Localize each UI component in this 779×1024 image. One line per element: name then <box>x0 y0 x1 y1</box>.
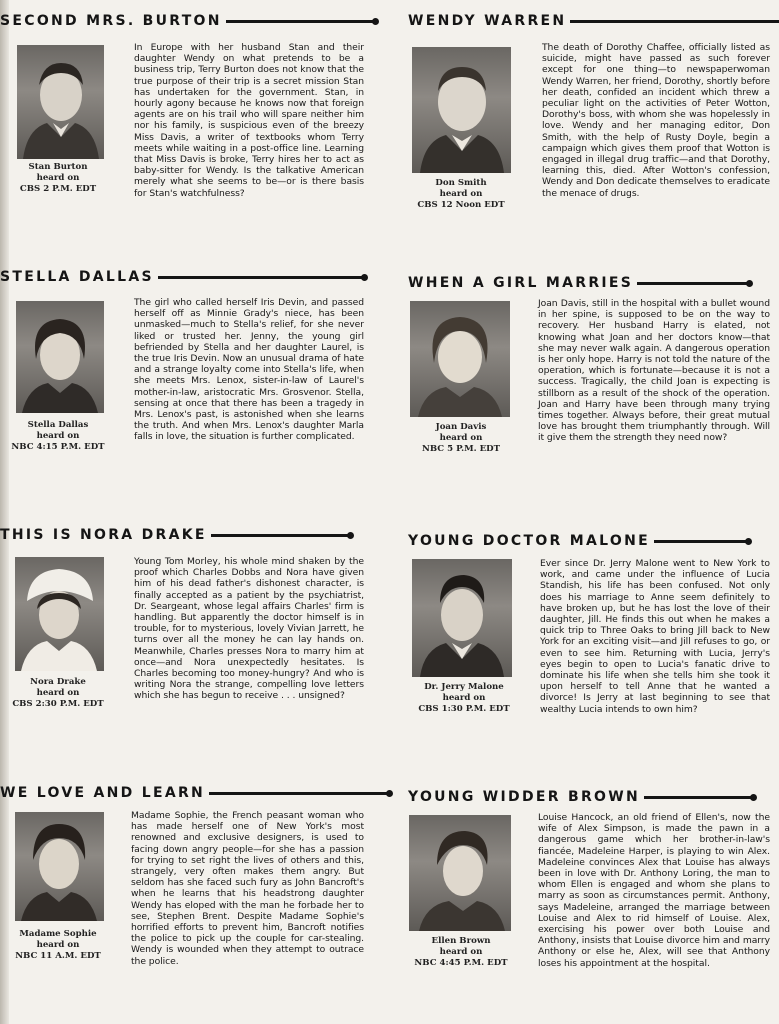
caption-heard-on: heard on <box>36 431 80 441</box>
portrait-woman-icon <box>15 812 104 921</box>
portrait-woman-icon <box>409 815 511 931</box>
caption-name: Don Smith <box>435 178 487 188</box>
portrait-caption <box>406 422 516 455</box>
portrait-caption <box>406 178 516 211</box>
section-heading <box>0 784 393 802</box>
section-heading <box>0 268 368 286</box>
synopsis-text: The girl who called herself Iris Devin, and passed herself off as Minnie Grady's niece, has been unmasked—much to Stella's relief, for she never liked or trusted her. Jenny, the young girl befriended by Stella and her daughter Laurel, is the true Iris Devin. Now an unusual drama of hate and a strange loyalty come into Stella's life, when she meets Mrs. Lenox, sister-in-law of Laurel's mother-in-law, aristocratic Mrs. Grosvenor. Stella, sensing at once that there has been a tragedy in Mrs. Lenox's past, is astonished when she learns the truth. And when Mrs. Lenox's daughter Marla falls in love, the situation is further complicated. <box>134 297 364 443</box>
synopsis-text: Madame Sophie, the French peasant woman who has made herself one of New York's most renowned and exclusive designers, is used to facing down angry people—for she has a passion for trying to set right the lives of others and this, strangely, very often makes them angry. But seldom has she faced such fury as John Bancroft's when he learns that his headstrong daughter Wendy has eloped with the man he forbade her to see, Stephen Brent. Despite Madame Sophie's horrified efforts to prevent him, Bancroft notifies the police to pick up the couple for car-stealing. Wendy is wounded when they attempt to outrace the police. <box>131 810 364 967</box>
caption-time: CBS 2 P.M. EDT <box>19 184 97 194</box>
entry-wendy-warren <box>406 12 779 252</box>
portrait-caption <box>6 677 110 710</box>
portrait-man-icon <box>412 47 511 173</box>
caption-heard-on: heard on <box>36 688 80 698</box>
portrait-woman-icon <box>16 301 104 413</box>
portrait-woman-icon <box>410 301 510 417</box>
heading-rule-end <box>372 18 379 25</box>
section-title: SECOND MRS. BURTON <box>0 13 222 29</box>
section-heading <box>408 788 757 806</box>
caption-name: Dr. Jerry Malone <box>424 682 504 692</box>
section-title: WHEN A GIRL MARRIES <box>408 275 634 291</box>
caption-name: Joan Davis <box>435 422 487 432</box>
portrait-photo <box>412 47 511 173</box>
heading-rule <box>644 796 751 799</box>
caption-heard-on: heard on <box>442 693 486 703</box>
entry-stella-dallas <box>0 268 385 498</box>
portrait-caption <box>4 929 112 962</box>
portrait-photo <box>17 45 104 159</box>
heading-rule-end <box>745 538 752 545</box>
heading-rule <box>570 20 779 23</box>
portrait-caption <box>406 682 522 715</box>
section-heading <box>408 532 752 550</box>
caption-time: CBS 2:30 P.M. EDT <box>12 699 104 709</box>
portrait-man-icon <box>412 559 512 677</box>
section-heading <box>0 12 379 30</box>
caption-heard-on: heard on <box>439 433 483 443</box>
heading-rule-end <box>361 274 368 281</box>
section-title: WENDY WARREN <box>408 13 567 29</box>
caption-name: Nora Drake <box>30 677 86 687</box>
section-title: STELLA DALLAS <box>0 269 154 285</box>
section-title: YOUNG DOCTOR MALONE <box>408 533 650 549</box>
portrait-photo <box>15 557 104 671</box>
synopsis-text: Young Tom Morley, his whole mind shaken by the proof which Charles Dobbs and Nora have given him of his dead father's dishonest character, is finally accepted as a patient by the psychiatrist, Dr. Seargeant, whose legal affairs Charles' firm is handling. But apparently the doctor himself is in trouble, for to mysterious, lovely Vivian Jarrett, he turns over all the money he can lay hands on. Meanwhile, Charles presses Nora to marry him at once—and Nora unexpectedly hesitates. Is Charles becoming too money-hungry? And who is writing Nora the strange, compelling love letters which she has begun to receive . . . unsigned? <box>134 556 364 702</box>
portrait-photo <box>15 812 104 921</box>
portrait-photo <box>412 559 512 677</box>
heading-rule-end <box>347 532 354 539</box>
section-heading <box>408 274 753 292</box>
portrait-photo <box>409 815 511 931</box>
heading-rule <box>158 276 362 279</box>
caption-name: Stella Dallas <box>27 420 89 430</box>
entry-when-a-girl-marries <box>406 274 779 504</box>
heading-rule-end <box>746 280 753 287</box>
caption-time: NBC 4:15 P.M. EDT <box>11 442 105 452</box>
section-heading <box>0 526 354 544</box>
caption-time: CBS 12 Noon EDT <box>417 200 505 210</box>
portrait-photo <box>410 301 510 417</box>
caption-time: NBC 5 P.M. EDT <box>421 444 500 454</box>
heading-rule <box>209 792 387 795</box>
heading-rule <box>226 20 373 23</box>
portrait-man-icon <box>17 45 104 159</box>
caption-time: NBC 11 A.M. EDT <box>15 951 101 961</box>
caption-name: Ellen Brown <box>431 936 491 946</box>
caption-name: Madame Sophie <box>19 929 97 939</box>
portrait-caption <box>8 162 108 195</box>
entry-young-doctor-malone <box>406 532 779 772</box>
caption-heard-on: heard on <box>36 173 80 183</box>
synopsis-text: Louise Hancock, an old friend of Ellen's, now the wife of Alex Simpson, is made the pawn in a dangerous game which her brother-in-law's fiancée, Madeleine Harper, is playing to win Alex. Madeleine convinces Alex that Louise has always been in love with Dr. Anthony Loring, the man to whom Ellen is engaged and whom she plans to marry as soon as circumstances permit. Anthony, says Madeleine, arranged the marriage between Louise and Alex to rid himself of Louise. Alex, exercising his power over both Louise and Anthony, insists that Louise divorce him and marry Anthony or else he, Alex, will see that Anthony loses his appointment at the hospital. <box>538 812 770 969</box>
portrait-caption <box>406 936 516 969</box>
portrait-caption <box>6 420 110 453</box>
section-title: YOUNG WIDDER BROWN <box>408 789 641 805</box>
synopsis-text: In Europe with her husband Stan and their daughter Wendy on what pretends to be a business trip, Terry Burton does not know that the true purpose of their trip is a secret mission Stan has undertaken for the government. Stan, in hourly agony because he knows now that foreign agents are on his trail who will spare neither him nor his family, is suspicious even of the breezy Miss Davis, a writer of textbooks whom Terry meets while waiting in a post-office line. Learning that Miss Davis is broke, Terry hires her to act as baby-sitter for Wendy. Is the talkative American merely what she seems to be—or is there basis for Stan's watchfulness? <box>134 42 364 199</box>
portrait-photo <box>16 301 104 413</box>
heading-rule <box>211 534 348 537</box>
synopsis-text: The death of Dorothy Chaffee, officially listed as suicide, might have passed as such forever except for one thing—to newspaperwoman Wendy Warren, her friend, Dorothy, shortly before her death, confided an incident which threw a peculiar light on the activities of Peter Wotton, Dorothy's boss, with whom she was hopelessly in love. Wendy and her managing editor, Don Smith, with the help of Rusty Doyle, begin a campaign which gives them proof that Wotton is engaged in illegal drug traffic—and that Dorothy, learning this, died. After Wotton's confession, Wendy and Don dedicate themselves to eradicate the menace of drugs. <box>542 42 770 199</box>
caption-name: Stan Burton <box>28 162 88 172</box>
entry-young-widder-brown <box>406 788 779 1024</box>
caption-time: CBS 1:30 P.M. EDT <box>418 704 510 714</box>
heading-rule <box>637 282 747 285</box>
heading-rule-end <box>750 794 757 801</box>
portrait-woman-icon <box>15 557 104 671</box>
entry-second-mrs-burton <box>0 12 385 252</box>
caption-heard-on: heard on <box>439 947 483 957</box>
synopsis-text: Ever since Dr. Jerry Malone went to New York to work, and came under the influence of Lucia Standish, his life has been confused. Not only does his marriage to Anne seem definitely to have broken up, but he has lost the love of their daughter, Jill. He finds this out when he makes a quick trip to Three Oaks to bring Jill back to New York for an exciting visit—and Jill refuses to go, or even to see him. Returning with Lucia, Jerry's eyes begin to open to Lucia's fanatic drive to dominate his life when she tells him she took it upon herself to tell Anne that he wanted a divorce! Is Jerry at last beginning to see that wealthy Lucia intends to own him? <box>540 558 770 715</box>
section-title: WE LOVE AND LEARN <box>0 785 206 801</box>
synopsis-text: Joan Davis, still in the hospital with a bullet wound in her spine, is supposed to be on the way to recovery. Her husband Harry is elated, not knowing what Joan and her doctors know—that she may never walk again. A dangerous operation is her only hope. Harry is not told the nature of the operation, which is fortunate—because it is not a success. Tragically, the child Joan is expecting is stillborn as a result of the shock of the operation. Joan and Harry have been through many trying times together. Always before, their great mutual love has brought them triumphantly through. Will it give them the strength they need now? <box>538 298 770 444</box>
caption-time: NBC 4:45 P.M. EDT <box>414 958 508 968</box>
caption-heard-on: heard on <box>439 189 483 199</box>
section-title: THIS IS NORA DRAKE <box>0 527 207 543</box>
heading-rule-end <box>386 790 393 797</box>
entry-this-is-nora-drake <box>0 526 385 766</box>
entry-we-love-and-learn <box>0 784 385 1024</box>
section-heading <box>408 12 779 30</box>
caption-heard-on: heard on <box>36 940 80 950</box>
heading-rule <box>654 540 746 543</box>
